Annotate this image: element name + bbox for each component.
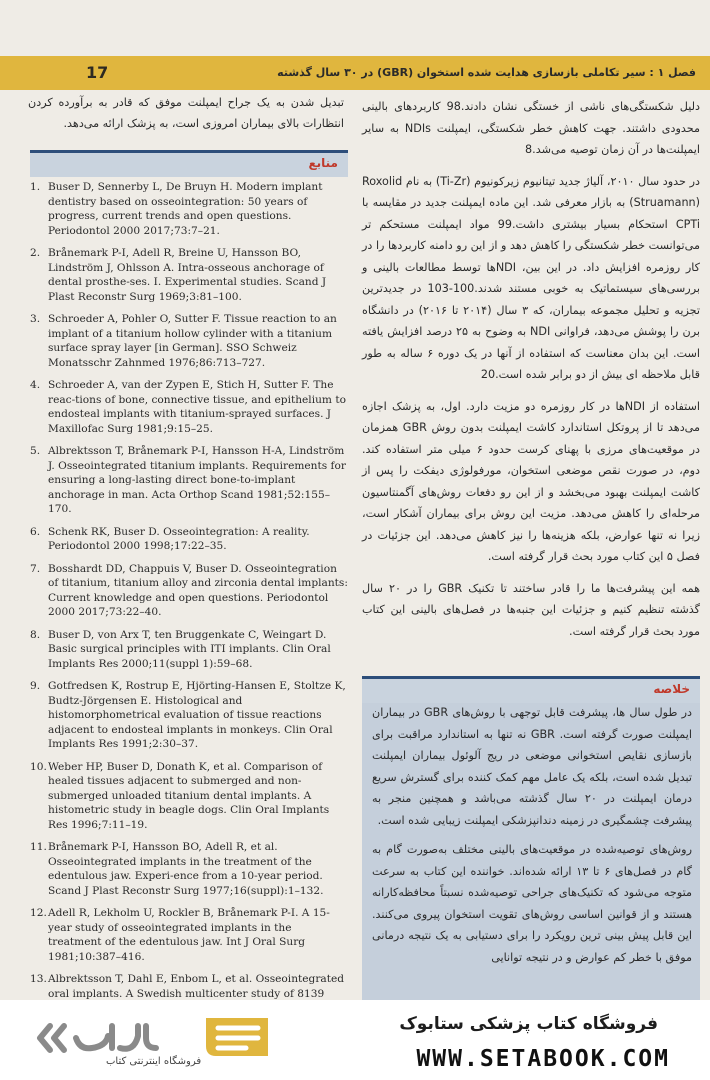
reference-item: 11. Brånemark P-I, Hansson BO, Adell R, et al. Osseointegrated implants in the treatment of the edentulous jaw. Experi-ence from a 10-year period. Scand J Plast Reconstr Surg 1977;16(suppl):1–132. xyxy=(30,841,324,897)
reference-item: 10. Weber HP, Buser D, Donath K, et al. Comparison of healed tissues adjacent to submerged and non-submerged unloaded titanium dental implants. A histometric study in beagle dogs. Clin Oral Implants Res 1996;7:11–19. xyxy=(30,760,330,831)
reference-item: 3. Schroeder A, Pohler O, Sutter F. Tissue reaction to an implant of a titanium hollow cylinder with a titanium surface spray layer [in German]. SSO Schweiz Monatsschr Zahnmed 1976;86:713–727. xyxy=(30,313,337,369)
reference-item: 4. Schroeder A, van der Zypen E, Stich H, Sutter F. The reac-tions of bone, connective tissue, and epithelium to endosteal implants with titanium-sprayed surfaces. J Maxillofac Surg 1981;9:15–25. xyxy=(30,379,346,435)
body-paragraph: دلیل شکستگی‌های ناشی از خستگی نشان دادند.98 کاربردهای بالینی محدودی داشتند. جهت کاهش خطر شکستگی، ایمپلنت NDIs به سایر ایمپلنت‌ها در آن زمان توصیه می‌شد.8 xyxy=(362,100,701,156)
store-name: فروشگاه کتاب پزشکی ستابوک xyxy=(399,1014,658,1034)
body-paragraph: در حدود سال ۲۰۱۰، آلیاژ جدید تیتانیوم زیرکونیوم (Ti-Zr) به نام Roxolid (Struamann) به بازار معرفی شد. این ماده ایمپلنت جدید در مقایسه با CPTi استحکام بسیار بیشتری داشت.99 مواد ایمپلنت مستحکم تر می‌توانست خطر شکستگی را کاهش دهد و از این رو دامنه کاربردها را در کار روزمره افزایش داد. در این بین، NDIها توسط مطالعات بالینی و بررسی‌های سیستماتیک به خوبی مستند شدند.100-103 در جدیدترین تجزیه و تحلیل مجموعه بیماران، که ۳ سال (۲۰۱۴ تا ۲۰۱۶) در دانشگاه برن را پوشش می‌دهد، فراوانی NDI به وضوح به ۲۵ درصد افزایش یافته است. این بدان معناست که استفاده از آنها در یک دوره ۶ ساله به طور قابل ملاحظه ای بیش از دو برابر شده است.20 xyxy=(362,174,700,381)
reference-item: 2. Brånemark P-I, Adell R, Breine U, Hansson BO, Lindström J, Ohlsson A. Intra-osseous anchorage of dental prosthe-ses. I. Experimental studies. Scand J Plast Reconstr Surg 1969;3:81–100. xyxy=(30,247,327,303)
reference-item: 13. Albrektsson T, Dahl E, Enbom L, et al. Osseointegrated oral implants. A Swedish multicenter study of 8139 xyxy=(30,973,345,1000)
reference-item: 5. Albrektsson T, Brånemark P-I, Hansson H-A, Lindström J. Osseointegrated titanium implants. Requirements for ensuring a long-lasting direct bone-to-implant anchorage in man. Acta Orthop Scand 1981;52:155–170. xyxy=(30,445,346,515)
references-heading: منابع xyxy=(308,156,338,170)
chapter-title: فصل ۱ : سیر تکاملی بازسازی هدایت شده استخوان (GBR) در ۳۰ سال گذشته xyxy=(277,66,696,79)
reference-item: 6. Schenk RK, Buser D. Osseointegration: A reality. Periodontol 2000 1998;17:22–35. xyxy=(30,525,310,552)
body-paragraph: همه این پیشرفت‌ها ما را قادر ساختند تا تکنیک GBR را در ۲۰ سال گذشته تنظیم کنیم و جزئیات این جنبه‌ها در فصل‌های بالینی این کتاب مورد بحث قرار گرفته است. xyxy=(362,581,700,638)
reference-item: 7. Bosshardt DD, Chappuis V, Buser D. Osseointegration of titanium, titanium alloy and zirconia dental implants: Current knowledge and open questions. Periodontol 2000 2017;73:22–40. xyxy=(30,562,348,618)
summary-paragraph: در طول سال ها، پیشرفت قابل توجهی با روش‌های GBR در بیماران ایمپلنت صورت گرفته است. GBR نه تنها به استاندارد مراقبت برای بازسازی نقایص استخوانی موضعی در ریج آلوئول بیماران ایمپلنت تبدیل شده است، بلکه یک عامل مهم کمک کننده برای گسترش سریع درمان ایمپلنت در ۲۰ سال گذشته می‌باشد و همچنین منجر به پیشرفت چشمگیری در زمینه دندانپزشکی ایمپلنت زیبایی شده است. xyxy=(372,706,692,827)
reference-item: 9. Gotfredsen K, Rostrup E, Hjörting-Hansen E, Stoltze K, Budtz-Jörgensen E. Histological and histomorphometrical evaluation of tissue reactions adjacent to endosteal implants in monkeys. Clin Oral Implants Res 1991;2:30–37. xyxy=(30,680,346,750)
store-url: WWW.SETABOOK.COM xyxy=(416,1046,670,1072)
body-paragraph: استفاده از NDIها در کار روزمره دو مزیت دارد. اول، به پزشک اجازه می‌دهد تا از پروتکل استاندارد کاشت ایمپلنت بدون روش GBR همزمان در موقعیت‌های مرزی با پهنای کرست حدود ۶ میلی متر استفاده کند. دوم، در صورت نقص موضعی استخوان، مورفولوژی دیفکت را پس از کاشت ایمپلنت بهبود می‌بخشد و از این رو دفعات روش‌های آگمنتاسیون مرحله‌ای را کاهش می‌دهد. مزیت این روش برای بیماران آشکار است، زیرا نه تنها عوارض، بلکه هزینه‌ها را نیز کاهش می‌دهد. این جزئیات در فصل ۵ این کتاب مورد بحث قرار گرفته است. xyxy=(362,399,700,563)
logo-subtitle: فروشگاه اینترنتی کتاب xyxy=(106,1056,202,1067)
reference-item: 1. Buser D, Sennerby L, De Bruyn H. Modern implant dentistry based on osseointegration: 50 years of progress, current trends and open questions. Periodontol 2000 2017;73:7–21. xyxy=(30,181,323,237)
summary-text xyxy=(372,702,692,976)
bookmark-mark-icon xyxy=(206,1018,268,1056)
right-column-body xyxy=(362,96,700,652)
page-number: 17 xyxy=(86,63,109,82)
chapter-header-bar xyxy=(0,56,710,90)
summary-heading: خلاصه xyxy=(653,682,690,696)
reference-item: 12. Adell R, Lekholm U, Rockler B, Brånemark P-I. A 15-year study of osseointegrated implants in the treatment of the edentulous jaw. Int J Oral Surg 1981;10:387–416. xyxy=(30,907,330,963)
summary-box xyxy=(362,676,700,1000)
references-heading-bar xyxy=(30,150,348,177)
references-list xyxy=(30,180,348,1000)
reference-item: 8. Buser D, von Arx T, ten Bruggenkate C, Weingart D. Basic surgical principles with ITI implants. Clin Oral Implants Res 2000;11(suppl 1):59–68. xyxy=(30,628,331,670)
left-column-intro-text: تبدیل شدن به یک جراح ایمپلنت موفق که قادر به برآورده کردن انتظارات بالای بیماران امروزی است، به پزشک ارائه می‌دهد. xyxy=(28,96,344,130)
summary-paragraph: روش‌های توصیه‌شده در موقعیت‌های بالینی مختلف به‌صورت گام به گام در فصل‌های ۶ تا ۱۳ ارائه شده‌اند. خواننده این کتاب به سرعت متوجه می‌شود که تکنیک‌های جراحی توصیه‌شده نسبتاً محافظه‌کارانه هستند و از قوانین اساسی روش‌های تقویت استخوان پیروی می‌کنند. این قابل پیش بینی ترین رویکرد را برای دستیابی به یک نتیجه درمانی موفق با خطر کم عوارض و در نتیجه توانایی xyxy=(372,843,692,964)
store-footer-banner xyxy=(0,1000,710,1080)
summary-heading-bar xyxy=(362,676,700,703)
